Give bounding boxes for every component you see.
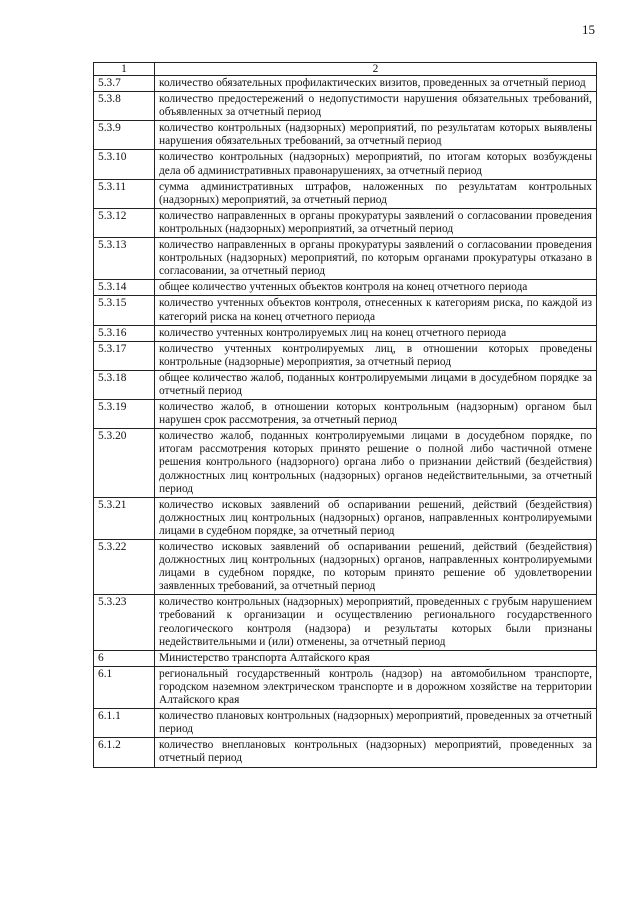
column-header-number: 1: [94, 63, 155, 76]
row-number: 5.3.19: [94, 400, 155, 429]
indicators-table: [93, 62, 597, 768]
row-number: 5.3.13: [94, 238, 155, 280]
row-number: 5.3.11: [94, 179, 155, 208]
row-description: количество контрольных (надзорных) мероприятий, проведенных с грубым нарушением требований к организации и осуществлению регионального государственного геологического контроля (надзора) и результаты которых были признаны недействительными и (или) отменены, за отчетный период: [155, 595, 597, 650]
row-number: 5.3.21: [94, 497, 155, 539]
table-row: [94, 595, 597, 650]
row-description: количество направленных в органы прокуратуры заявлений о согласовании проведения контрольных (надзорных) мероприятий, по которым органами прокуратуры отказано в согласовании, за отчетный период: [155, 238, 597, 280]
row-description: количество учтенных объектов контроля, отнесенных к категориям риска, по каждой из категорий риска на конец отчетного периода: [155, 296, 597, 325]
table-row: [94, 709, 597, 738]
row-description: количество жалоб, в отношении которых контрольным (надзорным) органом был нарушен срок рассмотрения, за отчетный период: [155, 400, 597, 429]
row-description: количество внеплановых контрольных (надзорных) мероприятий, проведенных за отчетный период: [155, 738, 597, 767]
row-number: 5.3.12: [94, 208, 155, 237]
table-row: [94, 208, 597, 237]
row-description: количество контрольных (надзорных) мероприятий, по результатам которых выявлены нарушения обязательных требований, за отчетный период: [155, 121, 597, 150]
table-row: [94, 738, 597, 767]
row-number: 5.3.20: [94, 429, 155, 497]
row-description: количество исковых заявлений об оспаривании решений, действий (бездействия) должностных лиц контрольных (надзорных) органов, направленных контролируемыми лицами в судебном порядке, за отчетный период: [155, 497, 597, 539]
row-description: количество исковых заявлений об оспаривании решений, действий (бездействия) должностных лиц контрольных (надзорных) органов, направленных контролируемыми лицами в судебном порядке, по которым принято решение об удовлетворении заявленных требований, за отчетный период: [155, 540, 597, 595]
table-row: [94, 400, 597, 429]
row-number: 6.1: [94, 666, 155, 708]
table-row: [94, 238, 597, 280]
table-row: [94, 280, 597, 296]
row-description: количество контрольных (надзорных) мероприятий, по итогам которых возбуждены дела об административных правонарушениях, за отчетный период: [155, 150, 597, 179]
table-row: [94, 429, 597, 497]
row-number: 5.3.14: [94, 280, 155, 296]
row-number: 5.3.10: [94, 150, 155, 179]
row-number: 5.3.23: [94, 595, 155, 650]
row-description: количество учтенных контролируемых лиц, в отношении которых проведены контрольные (надзорные) мероприятия, за отчетный период: [155, 341, 597, 370]
row-description: сумма административных штрафов, наложенных по результатам контрольных (надзорных) мероприятий, за отчетный период: [155, 179, 597, 208]
row-number: 6.1.2: [94, 738, 155, 767]
table-row: [94, 150, 597, 179]
row-number: 5.3.22: [94, 540, 155, 595]
row-description: региональный государственный контроль (надзор) на автомобильном транспорте, городском наземном электрическом транспорте и в дорожном хозяйстве на территории Алтайского края: [155, 666, 597, 708]
table-row: [94, 666, 597, 708]
table-row: [94, 341, 597, 370]
row-description: общее количество учтенных объектов контроля на конец отчетного периода: [155, 280, 597, 296]
row-description: количество предостережений о недопустимости нарушения обязательных требований, объявленных за отчетный период: [155, 92, 597, 121]
table-row: [94, 92, 597, 121]
row-number: 5.3.18: [94, 370, 155, 399]
table-row: [94, 650, 597, 666]
row-number: 5.3.9: [94, 121, 155, 150]
table-row: [94, 325, 597, 341]
table-row: [94, 76, 597, 92]
table-row: [94, 540, 597, 595]
row-number: 5.3.15: [94, 296, 155, 325]
table-row: [94, 370, 597, 399]
table-row: [94, 497, 597, 539]
table-row: [94, 179, 597, 208]
table-header-row: [94, 63, 597, 76]
row-number: 5.3.8: [94, 92, 155, 121]
row-number: 5.3.7: [94, 76, 155, 92]
row-number: 6: [94, 650, 155, 666]
row-description: количество направленных в органы прокуратуры заявлений о согласовании проведения контрольных (надзорных) мероприятий, за отчетный период: [155, 208, 597, 237]
row-description: количество жалоб, поданных контролируемыми лицами в досудебном порядке, по итогам рассмотрения которых принято решение о полной либо частичной отмене решения контрольного (надзорного) органа либо о признании действий (бездействия) должностных лиц контрольных (надзорных) органов недействительными, за отчетный период: [155, 429, 597, 497]
column-header-description: 2: [155, 63, 597, 76]
row-number: 5.3.17: [94, 341, 155, 370]
table-body: [94, 76, 597, 768]
table-row: [94, 296, 597, 325]
row-description: общее количество жалоб, поданных контролируемыми лицами в досудебном порядке за отчетный период: [155, 370, 597, 399]
table-row: [94, 121, 597, 150]
row-description: количество плановых контрольных (надзорных) мероприятий, проведенных за отчетный период: [155, 709, 597, 738]
row-number: 6.1.1: [94, 709, 155, 738]
row-description: количество учтенных контролируемых лиц на конец отчетного периода: [155, 325, 597, 341]
page-number: 15: [582, 22, 595, 37]
row-description: количество обязательных профилактических визитов, проведенных за отчетный период: [155, 76, 597, 92]
row-description: Министерство транспорта Алтайского края: [155, 650, 597, 666]
row-number: 5.3.16: [94, 325, 155, 341]
